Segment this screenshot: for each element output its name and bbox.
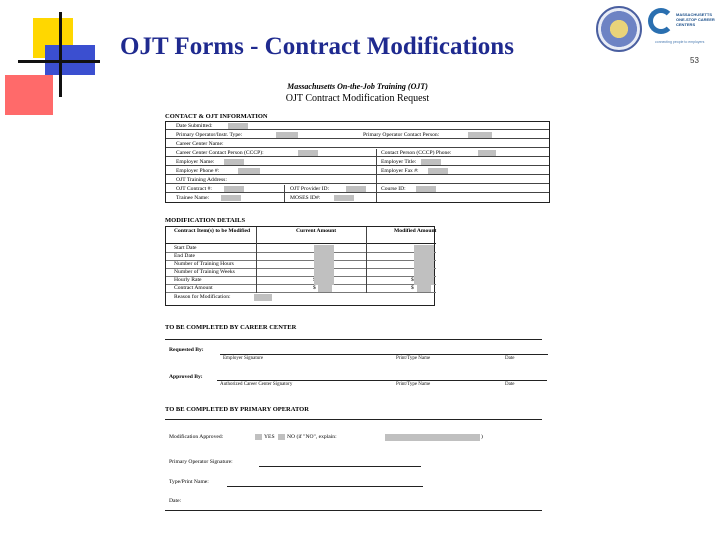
form-title-line2: OJT Contract Modification Request bbox=[285, 93, 430, 104]
mod-row-label: End Date bbox=[174, 253, 195, 259]
logo-text: MASSACHUSETTS ONE-STOP CAREER CENTERS bbox=[676, 12, 715, 27]
decorative-vertical-bar bbox=[59, 12, 62, 97]
col-contract-items: Contract Item(s) to be Modified bbox=[174, 228, 251, 234]
decorative-red-square bbox=[5, 75, 53, 115]
currency-sign: $ bbox=[411, 285, 414, 291]
career-center-logo-icon bbox=[648, 8, 674, 34]
modification-details-grid bbox=[165, 226, 435, 306]
date-label: Date: bbox=[169, 498, 182, 504]
no-label: NO (if "NO", explain: bbox=[287, 434, 337, 440]
mod-row-label: Start Date bbox=[174, 245, 197, 251]
slide-title: OJT Forms - Contract Modifications bbox=[120, 33, 514, 60]
mod-row-label: Number of Training Weeks bbox=[174, 269, 235, 275]
currency-sign: $ bbox=[411, 277, 414, 283]
decorative-horizontal-bar bbox=[18, 60, 100, 63]
date-caption: Date bbox=[505, 382, 515, 387]
contact-row: OJT Contract #: OJT Provider ID: Course ID: bbox=[166, 185, 549, 193]
contact-row: Trainee Name: MOSES ID#: bbox=[166, 194, 549, 202]
page-number: 53 bbox=[690, 56, 699, 65]
contact-info-grid bbox=[165, 121, 550, 203]
yes-checkbox bbox=[255, 434, 262, 440]
currency-sign: $ bbox=[313, 285, 316, 291]
modification-approved-label: Modification Approved: bbox=[169, 434, 224, 440]
col-modified-amount: Modified Amount bbox=[394, 228, 437, 234]
contact-section-heading: CONTACT & OJT INFORMATION bbox=[165, 113, 268, 120]
no-checkbox bbox=[278, 434, 285, 440]
authorized-signatory-caption: Authorized Career Center Signatory bbox=[220, 382, 293, 387]
date-caption: Date bbox=[505, 356, 515, 361]
print-name-caption: Print/Type Name bbox=[396, 356, 431, 361]
type-print-name-label: Type/Print Name: bbox=[169, 479, 209, 485]
contact-row: Employer Phone #: Employer Fax #: bbox=[166, 167, 549, 175]
contact-row: Career Center Contact Person (CCCP): Contact Person (CCCP) Phone: bbox=[166, 149, 549, 157]
mod-row-label: Hourly Rate bbox=[174, 277, 202, 283]
approved-by-label: Approved By: bbox=[169, 374, 203, 380]
contact-row: Employer Name: Employer Title: bbox=[166, 158, 549, 166]
logo-tagline: connecting people to employers bbox=[655, 40, 705, 44]
reason-label: Reason for Modification: bbox=[174, 294, 231, 300]
state-seal-logo bbox=[596, 6, 642, 52]
col-current-amount: Current Amount bbox=[296, 228, 337, 234]
primary-operator-signature-label: Primary Operator Signature: bbox=[169, 459, 233, 465]
ojt-modification-form: Massachusetts On-the-Job Training (OJT) OJT Contract Modification Request CONTACT & OJT INFORMATION Date Submitted: Primary Operator/Instr. Type: Primary Operator Contact Person: Career Center Name: Career Center Contact Person (CCCP): Contact Person (CCCP) Phone: Employer Name: Employer Title: Employer Phone #: Employer Fax #: OJT Training Address: OJT Contract #: OJT Provider ID: Course ID: Trainee Name: MOSES ID#: MODIFICATION DETAILS Contract Item(s) to be Modified Current Amount Modified Amount Start Date End Date Number of Training Hours Number of Training Weeks Hourly Rate $ Contract Amount $ $ Reason for Modification: TO BE COMPLETED BY CAREER CENTER Requested By: Employer Signature Print/Type Name Date Approved By: Authorized Career Center Signatory Print/Type Name Date TO BE COMPLETED BY PRIMARY OPERATOR Modification Approved: YES NO (if "NO", explain: ) Primary Operator Signature: Type/Print Name: Date: bbox=[165, 78, 550, 518]
contact-row: OJT Training Address: bbox=[166, 176, 549, 184]
modification-section-heading: MODIFICATION DETAILS bbox=[165, 217, 246, 224]
yes-label: YES bbox=[264, 434, 275, 440]
contact-row: Career Center Name: bbox=[166, 140, 549, 148]
contact-row: Date Submitted: bbox=[166, 122, 549, 130]
contact-row: Primary Operator/Instr. Type: Primary Operator Contact Person: bbox=[166, 131, 549, 139]
mod-row-label: Contract Amount bbox=[174, 285, 213, 291]
mod-row-label: Number of Training Hours bbox=[174, 261, 234, 267]
form-title-line1: Massachusetts On-the-Job Training (OJT) bbox=[287, 82, 428, 91]
primary-operator-heading: TO BE COMPLETED BY PRIMARY OPERATOR bbox=[165, 406, 309, 413]
employer-signature-caption: Employer Signature bbox=[223, 356, 264, 361]
print-name-caption: Print/Type Name bbox=[396, 382, 431, 387]
career-center-heading: TO BE COMPLETED BY CAREER CENTER bbox=[165, 324, 297, 331]
requested-by-label: Requested By: bbox=[169, 347, 204, 353]
